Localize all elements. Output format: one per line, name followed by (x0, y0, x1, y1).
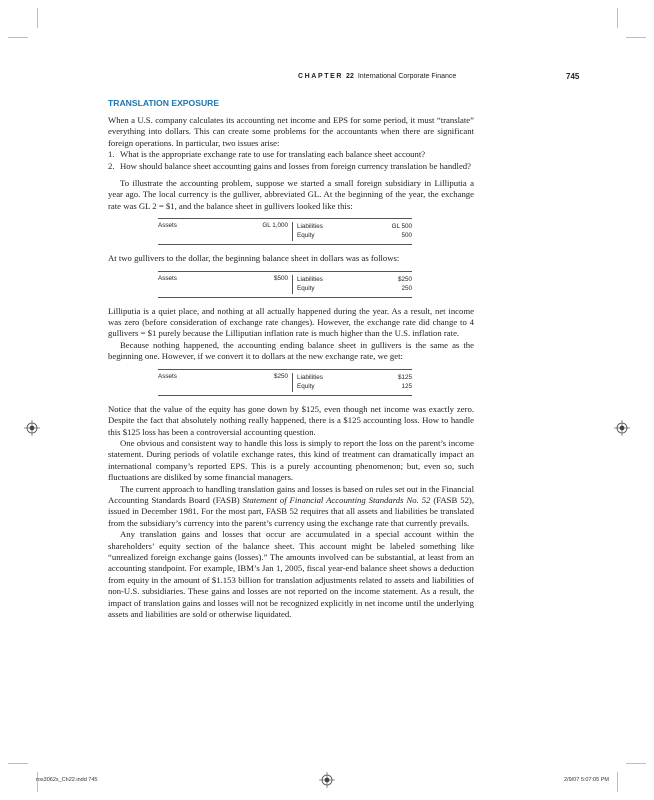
equity-value: 250 (401, 284, 412, 292)
section-heading: TRANSLATION EXPOSURE (108, 98, 220, 108)
assets-label: Assets (158, 222, 177, 230)
paragraph-current-approach (108, 484, 474, 530)
liabilities-value: GL 500 (391, 223, 412, 231)
chapter-title: International Corporate Finance (357, 73, 457, 80)
claims-column (293, 222, 412, 241)
balance-sheet-gullivers (158, 218, 412, 245)
crop-mark (617, 8, 618, 28)
equity-value: 500 (401, 232, 412, 240)
assets-column (158, 222, 293, 241)
paragraph-any-translation: Any translation gains and losses that occur are accumulated in a special account within the shareholders’ equity section of the balance sheet. This account might be labeled something like “unrealized foreign exchange gains (losses).” The amounts involved can be substantial, at least from an accounting standpoint. For example, IBM’s Jan 1, 2005, fiscal year-end balance sheet shows a deduction from equity in the amount of $1.153 billion for translation adjustments related to assets and liabilities of non-U.S. subsidiaries. These gains and losses are not reported on the income statement. As a result, the impact of translation gains and losses will not be recognized explicitly in net income until the underlying assets and liabilities are sold or otherwise liquidated. (108, 529, 474, 619)
paragraph-because: Because nothing happened, the accounting ending balance sheet in gullivers is the same as the beginning one. However, if we convert it to dollars at the new exchange rate, we get: (108, 339, 474, 362)
crop-mark (8, 763, 28, 764)
crop-mark (617, 772, 618, 792)
liabilities-label: Liabilities (297, 373, 323, 381)
crop-mark (37, 8, 38, 28)
page-number: 745 (566, 72, 580, 81)
list-item (108, 149, 474, 160)
print-timestamp: 2/9/07 5:07:05 PM (564, 777, 609, 783)
paragraph-obvious: One obvious and consistent way to handle this loss is simply to report the loss on the parent’s income statement. During periods of volatile exchange rates, this kind of treatment can dramatically impact an international company’s reported EPS. This is a purely accounting phenomenon; but, even so, such fluctuations are disliked by some financial managers. (108, 437, 474, 483)
list-item-number: 2. (108, 160, 115, 171)
crop-mark (8, 37, 28, 38)
paragraph-notice: Notice that the value of the equity has gone down by $125, even though net income was exactly zero. Despite the fact that absolutely nothing really happened, there is a $125 accounting loss. How to handle this $125 loss has been a controversial accounting question. (108, 403, 474, 437)
text-run: (FASB 52), issued in December 1981. For the most part, FASB 52 requires that all assets and liabilities be translated from the subsidiary’s currency into the parent’s currency using the exchange rate that currently prevails. (108, 494, 474, 528)
crop-mark (626, 763, 646, 764)
assets-label: Assets (158, 274, 177, 282)
assets-label: Assets (158, 372, 177, 380)
assets-column (158, 275, 293, 294)
registration-mark-icon (319, 772, 335, 788)
crop-mark (626, 37, 646, 38)
assets-value: GL 1,000 (262, 222, 288, 230)
equity-label: Equity (297, 382, 315, 390)
list-item-text: What is the appropriate exchange rate to use for translating each balance sheet account? (120, 149, 426, 160)
equity-label: Equity (297, 232, 315, 240)
chapter-word: CHAPTER (298, 73, 344, 80)
claims-column (293, 373, 412, 392)
running-head (298, 73, 598, 80)
assets-value: $500 (273, 274, 288, 282)
file-slug: ros3062x_Ch22.indd 745 (36, 777, 98, 783)
paragraph-two-gullivers: At two gullivers to the dollar, the beginning balance sheet in dollars was as follows: (108, 253, 400, 264)
list-item (108, 161, 474, 172)
paragraph-quiet-place: Lilliputia is a quiet place, and nothing at all actually happened during the year. As a result, net income was zero (before consideration of exchange rate changes). However, the exchange rate did change to 4 gullivers = $1 purely because the Lilliputian inflation rate is much higher than the U.S. inflation rate. (108, 305, 474, 339)
claims-column (293, 275, 412, 294)
list-item-number: 1. (108, 149, 115, 160)
text-run: The current approach to handling translation gains and losses is based on rules set out in the Financial Accounting Standards Board (FASB) (108, 483, 474, 505)
liabilities-value: $125 (397, 373, 412, 381)
chapter-number: 22 (346, 73, 354, 80)
equity-value: 125 (401, 382, 412, 390)
page-body (108, 98, 474, 620)
balance-sheet-dollars-beginning (158, 271, 412, 298)
liabilities-value: $250 (397, 275, 412, 283)
registration-mark-icon (24, 420, 40, 436)
liabilities-label: Liabilities (297, 275, 323, 283)
registration-mark-icon (614, 420, 630, 436)
intro-paragraph: When a U.S. company calculates its accounting net income and EPS for some period, it must “translate” everything into dollars. This can create some problems for the accountants when there are significant foreign operations. In particular, two issues arise: (108, 115, 474, 148)
assets-value: $250 (273, 372, 288, 380)
paragraph-lilliputia: To illustrate the accounting problem, suppose we started a small foreign subsidiary in Lilliputia a year ago. The local currency is the gulliver, abbreviated GL. At the beginning of the year, the exchange rate was GL 2 = $1, and the balance sheet in gullivers looked like this: (108, 178, 474, 211)
issues-list (108, 149, 474, 172)
liabilities-label: Liabilities (297, 223, 323, 231)
equity-label: Equity (297, 284, 315, 292)
list-item-text: How should balance sheet accounting gains and losses from foreign currency translation be handled? (120, 160, 472, 171)
statement-title: Statement of Financial Accounting Standards No. 52 (242, 494, 431, 505)
balance-sheet-dollars-ending (158, 369, 412, 396)
assets-column (158, 373, 293, 392)
